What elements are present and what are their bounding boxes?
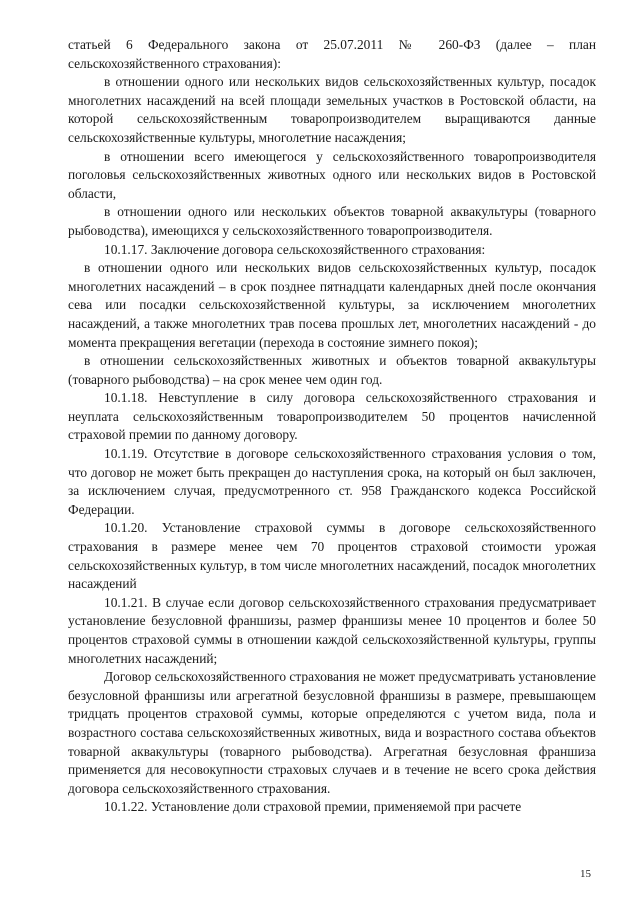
paragraph-10-1-18: 10.1.18. Невступление в силу договора сельскохозяйственного страхования и неуплата сельскохозяйственным товаропроизводителем 50 процентов начисленной страховой премии по данному договору. [68, 390, 596, 443]
paragraph-10-1-20: 10.1.20. Установление страховой суммы в договоре сельскохозяйственного страхования в размере менее чем 70 процентов страховой стоимости урожая сельскохозяйственных культур, в том числе многолетних насаждений, посадок многолетних насаждений [68, 520, 596, 592]
paragraph-10-1-17-animals: в отношении сельскохозяйственных животных и объектов товарной аквакультуры (товарного рыбоводства) – на срок менее чем один год. [68, 353, 596, 387]
paragraph-franchise: Договор сельскохозяйственного страхования не может предусматривать установление безусловной франшизы или агрегатной безусловной франшизы в размере, превышающем тридцать процентов страховой суммы, которые определяются с учетом вида, пола и возрастного состава сельскохозяйственных животных, вида и возрастного состава объектов товарной аквакультуры (товарного рыбоводства). Агрегатная безусловная франшиза применяется для несовокупности страховых случаев и в течение не всего срока действия договора сельскохозяйственного страхования. [68, 669, 596, 796]
paragraph-10-1-22: 10.1.22. Установление доли страховой премии, применяемой при расчете [104, 799, 522, 815]
paragraph-10-1-19: 10.1.19. Отсутствие в договоре сельскохозяйственного страхования условия о том, что договор не может быть прекращен до наступления срока, на который он был заключен, за исключением случая, предусмотренного ст. 958 Гражданского кодекса Российской Федерации. [68, 446, 596, 517]
paragraph-10-1-17: 10.1.17. Заключение договора сельскохозяйственного страхования: [104, 241, 486, 257]
paragraph-livestock-clause: в отношении всего имеющегося у сельскохозяйственного товаропроизводителя поголовья сельскохозяйственных животных одного или нескольких видов в Ростовской области, [68, 148, 596, 201]
paragraph-10-1-21: 10.1.21. В случае если договор сельскохозяйственного страхования предусматривает установление безусловной франшизы, размер франшизы менее 10 процентов и более 50 процентов страховой суммы в отношении каждой сельскохозяйственной культуры, группы многолетних насаждений; [68, 594, 596, 666]
page-number: 15 [580, 868, 591, 880]
paragraph-10-1-17-crops: в отношении одного или нескольких видов сельскохозяйственных культур, посадок многолетних насаждений – в срок позднее пятнадцати календарных дней после окончания сева или посадки сельскохозяйственной культуры, за исключением многолетних насаждений, а также многолетних трав посева прошлых лет, многолетних насаждений - до момента прекращения вегетации (перехода в состояние зимнего покоя); [68, 260, 596, 350]
document-body [68, 36, 596, 817]
paragraph-continuation: статьей 6 Федерального закона от 25.07.2011 № 260-ФЗ (далее – план сельскохозяйственного страхования): [68, 37, 596, 71]
paragraph-aquaculture-clause: в отношении одного или нескольких объектов товарной аквакультуры (товарного рыбоводства), имеющихся у сельскохозяйственного товаропроизводителя. [68, 204, 596, 238]
paragraph-crops-clause: в отношении одного или нескольких видов сельскохозяйственных культур, посадок многолетних насаждений на всей площади земельных участков в Ростовской области, на которой сельскохозяйственным товаропроизводителем выращиваются данные сельскохозяйственные культуры, многолетние насаждения; [68, 74, 596, 145]
